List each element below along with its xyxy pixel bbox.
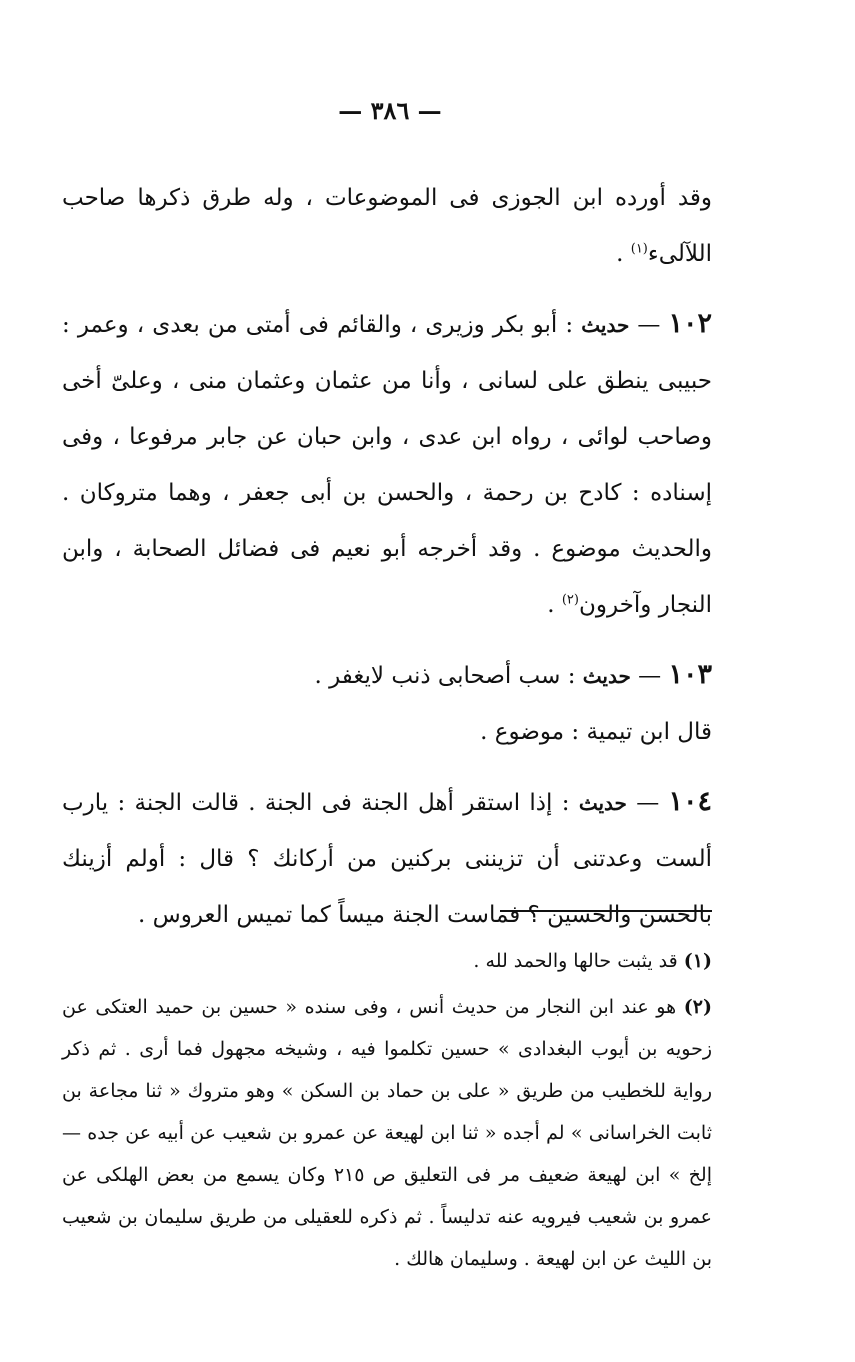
footnote-text: قد يثبت حالها والحمد لله . — [473, 950, 684, 972]
hadith-text: : إذا استقر أهل الجنة فى الجنة . قالت الجنة : يارب ألست وعدتنى أن تزيننى بركنين من أركانك ؟ قال : أولم أزينك بالحسن والحسين ؟ فماست الجنة ميساً كما تميس العروس . — [62, 790, 712, 928]
footnote-text: هو عند ابن النجار من حديث أنس ، وفى سنده « حسين بن حميد العتكى عن زحويه بن أيوب البغدادى » حسين تكلموا فيه ، وشيخه مجهول فما أرى . ثم ذكر رواية للخطيب من طريق « على بن حماد بن السكن » وهو متروك « ثنا مجاعة بن ثابت الخراسانى » لم أجده « ثنا ابن لهيعة عن عمرو بن شعيب عن أبيه عن جده — إلخ » ابن لهيعة ضعيف مر فى التعليق ص ٢١٥ وكان يسمع من بعض الهلكى عن عمرو بن شعيب فيرويه عنه تدليساً . ثم ذكره للعقيلى من طريق سليمان بن شعيب بن الليث عن ابن لهيعة . وسليمان هالك . — [62, 996, 712, 1270]
hadith-comment: قال ابن تيمية : موضوع . — [480, 719, 712, 745]
footnote-marker: (٢) — [683, 996, 712, 1018]
intro-text: وقد أورده ابن الجوزى فى الموضوعات ، وله طرق ذكرها صاحب اللآلىء — [62, 185, 712, 267]
intro-paragraph — [62, 170, 712, 282]
footnote-divider — [500, 910, 712, 912]
footnote-1 — [62, 940, 712, 982]
page-number: — ٣٨٦ — — [338, 96, 442, 125]
hadith-text: : أبو بكر وزيرى ، والقائم فى أمتى من بعدى ، وعمر : حبيبى ينطق على لسانى ، وأنا من عثمان وعثمان منى ، وعلىّ أخى وصاحب لوائى ، رواه ابن عدى ، وابن حبان عن جابر مرفوعا ، وفى إسناده : كادح بن رحمة ، والحسن بن أبى جعفر ، وهما متروكان . والحديث موضوع . وقد أخرجه أبو نعيم فى فضائل الصحابة ، وابن النجار وآخرون — [62, 312, 712, 618]
footnotes — [62, 940, 712, 1280]
hadith-dash: — — [626, 790, 669, 816]
hadith-number: ١٠٢ — [668, 308, 712, 339]
hadith-text: : سب أصحابى ذنب لايغفر . — [314, 663, 583, 689]
hadith-104 — [62, 774, 712, 943]
footnote-ref-1[interactable]: (١) — [630, 241, 648, 257]
hadith-number: ١٠٤ — [668, 786, 713, 817]
hadith-label: حديث — [582, 664, 631, 688]
hadith-end: . — [547, 592, 562, 618]
footnote-marker: (١) — [683, 950, 712, 972]
footnote-ref-2[interactable]: (٢) — [561, 592, 579, 608]
hadith-label: حديث — [581, 313, 630, 337]
hadith-103 — [62, 647, 712, 760]
hadith-dash: — — [630, 663, 669, 689]
hadith-dash: — — [629, 312, 669, 338]
intro-end: . — [616, 241, 631, 267]
hadith-102 — [62, 296, 712, 633]
footnote-2 — [62, 986, 712, 1280]
hadith-label: حديث — [578, 791, 627, 815]
hadith-number: ١٠٣ — [668, 659, 712, 690]
main-text — [62, 170, 712, 943]
